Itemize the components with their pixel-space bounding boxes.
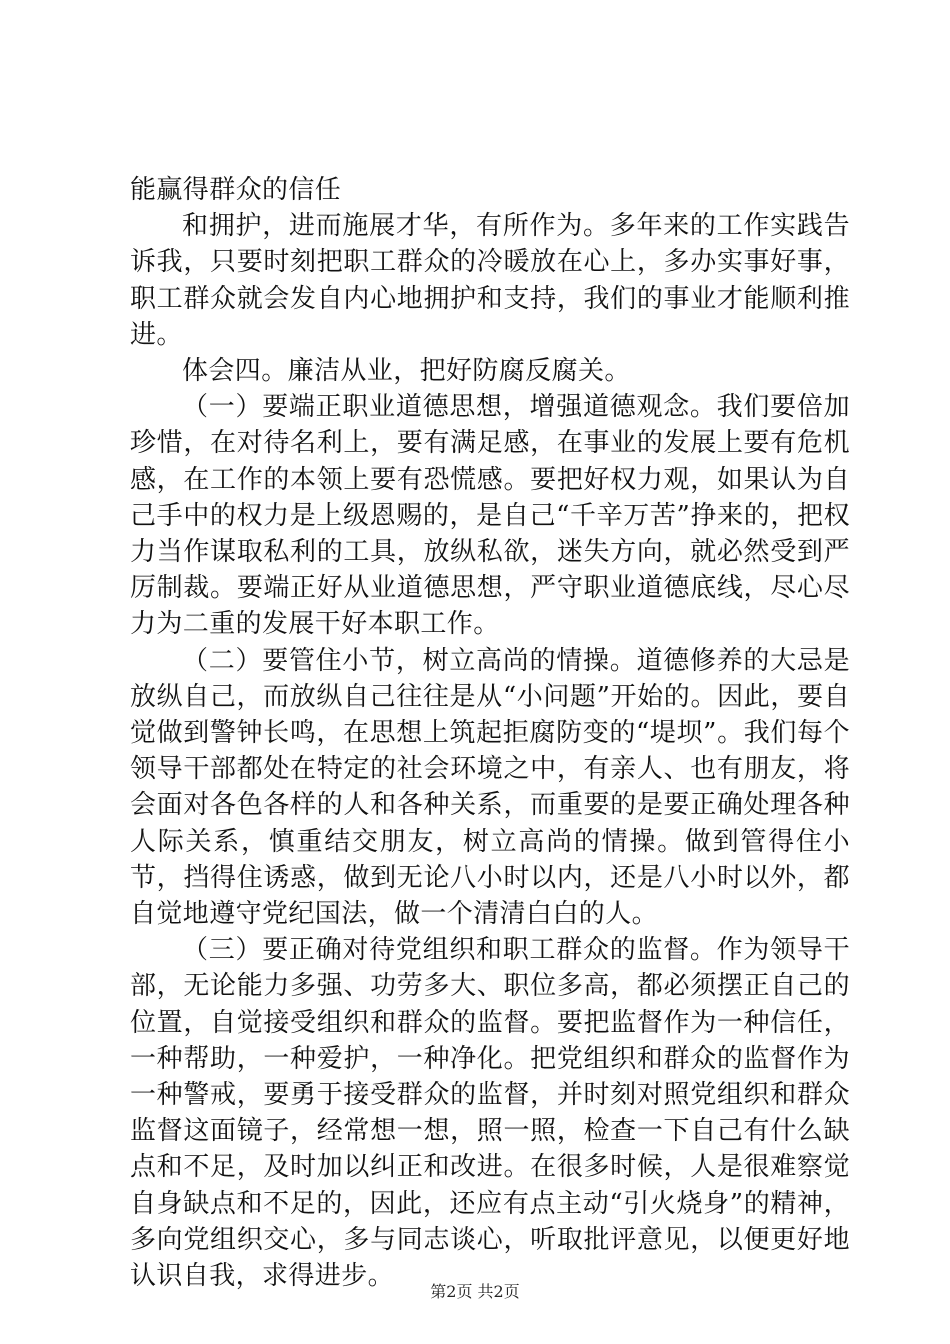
document-body (130, 172, 850, 1294)
paragraph-continuation: 和拥护，进而施展才华，有所作为。多年来的工作实践告诉我，只要时刻把职工群众的冷暖放在心上，多办实事好事，职工群众就会发自内心地拥护和支持，我们的事业才能顺利推进。 (130, 211, 850, 350)
paragraph-continuation-heading: 能赢得群众的信任 (130, 175, 342, 205)
paragraph-point-three: （三）要正确对待党组织和职工群众的监督。作为领导干部，无论能力多强、功劳多大、职位多高，都必须摆正自己的位置，自觉接受组织和群众的监督。要把监督作为一种信任，一种帮助，一种爱护，一种净化。把党组织和群众的监督作为一种警戒，要勇于接受群众的监督，并时刻对照党组织和群众监督这面镜子，经常想一想，照一照，检查一下自己有什么缺点和不足，及时加以纠正和改进。在很多时候，人是很难察觉自身缺点和不足的，因此，还应有点主动“引火烧身”的精神，多向党组织交心，多与同志谈心，听取批评意见，以便更好地认识自我，求得进步。 (130, 935, 850, 1292)
paragraph-point-one: （一）要端正职业道德思想，增强道德观念。我们要倍加珍惜，在对待名利上，要有满足感，在事业的发展上要有危机感，在工作的本领上要有恐慌感。要把好权力观，如果认为自己手中的权力是上级恩赐的，是自己“千辛万苦”挣来的，把权力当作谋取私利的工具，放纵私欲，迷失方向，就必然受到严厉制裁。要端正好从业道德思想，严守职业道德底线，尽心尽力为二重的发展干好本职工作。 (130, 392, 850, 640)
page-number-footer: 第2页 共2页 (430, 1282, 520, 1301)
section-heading-lesson-four: 体会四。廉洁从业，把好防腐反腐关。 (182, 356, 631, 387)
paragraph-point-two: （二）要管住小节，树立高尚的情操。道德修养的大忌是放纵自己，而放纵自己往往是从“小问题”开始的。因此，要自觉做到警钟长鸣，在思想上筑起拒腐防变的“堤坝”。我们每个领导干部都处在特定的社会环境之中，有亲人、也有朋友，将会面对各色各样的人和各种关系，而重要的是要正确处理各种人际关系，慎重结交朋友，树立高尚的情操。做到管得住小节，挡得住诱惑，做到无论八小时以内，还是八小时以外，都自觉地遵守党纪国法，做一个清清白白的人。 (130, 645, 850, 930)
